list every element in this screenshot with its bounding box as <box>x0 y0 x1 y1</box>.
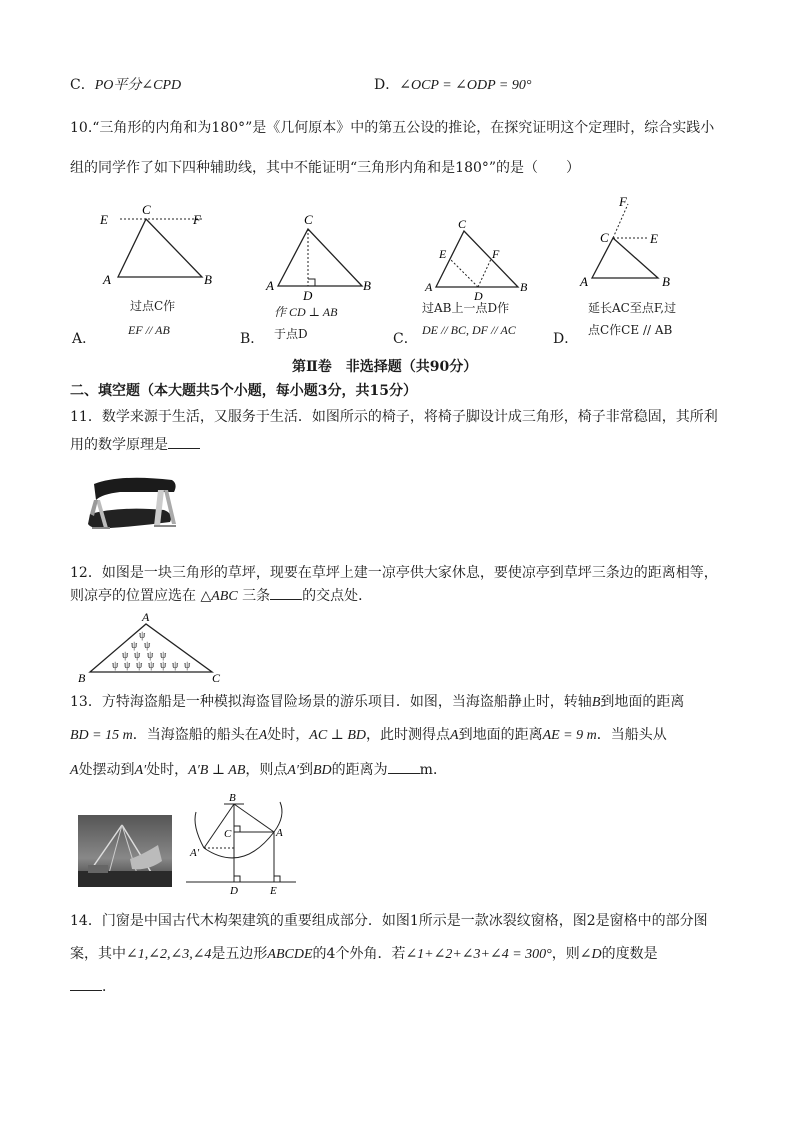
q10-option-a-label: A． <box>72 331 97 347</box>
svg-text:ψ: ψ <box>136 660 143 671</box>
label-f: F <box>492 247 500 261</box>
label-a: A <box>103 272 111 287</box>
label-c: C <box>212 671 221 685</box>
q11-line2: 用的数学原理是 <box>70 434 200 454</box>
label-d: D <box>303 288 313 303</box>
svg-text:ψ: ψ <box>144 640 151 651</box>
svg-text:ψ: ψ <box>172 660 179 671</box>
q9-option-c: C．PO平分∠CPD <box>70 77 182 93</box>
label-c: C <box>600 230 609 245</box>
q10-figure-d <box>576 192 696 292</box>
q13-line2: BD = 15 m．当海盗船的船头在A处时，AC ⊥ BD，此时测得点A到地面的距离AE = 9 m．当船头从 <box>70 727 667 743</box>
grass-pattern <box>112 630 191 671</box>
label-b: B <box>520 280 528 294</box>
q12-lawn-figure <box>76 610 226 686</box>
q14-line1: 14．门窗是中国古代木构架建筑的重要组成部分．如图1所示是一款冰裂纹窗格，图2是窗格中的部分图 <box>70 913 708 929</box>
label-a-prime: A′ <box>190 847 200 859</box>
q10-b-caption1: 作 CD ⊥ AB <box>274 305 338 319</box>
label-e: E <box>439 247 447 261</box>
label-a: A <box>580 274 588 289</box>
q13-answer-blank[interactable] <box>388 761 420 774</box>
svg-text:ψ: ψ <box>147 650 154 661</box>
svg-text:ψ: ψ <box>160 660 167 671</box>
pirate-ship-photo <box>78 815 172 887</box>
q10-d-caption1: 延长AC至点F,过 <box>588 301 677 315</box>
label-a: A <box>425 280 433 294</box>
q13-geometry-figure <box>182 790 300 896</box>
q10-a-caption1: 过点C作 <box>130 299 176 313</box>
label-d: D <box>230 885 238 896</box>
label-b: B <box>363 278 371 293</box>
label-c: C <box>304 212 313 227</box>
q10-figure-b <box>262 212 380 304</box>
label-c: C <box>458 217 467 231</box>
section-title: 第Ⅱ卷 非选择题（共90分） <box>292 359 478 375</box>
q10-d-caption2: 点C作CE // AB <box>588 323 673 337</box>
label-f: F <box>193 212 201 227</box>
q14-answer-blank[interactable] <box>70 978 102 991</box>
label-f: F <box>619 194 627 209</box>
q10-figure-c <box>420 216 532 302</box>
q10-line1: 10.“三角形的内角和为180°”是《几何原本》中的第五公设的推论，在探究证明这个定理时，综合实践小 <box>70 120 715 136</box>
svg-text:ψ: ψ <box>131 640 138 651</box>
label-d: D <box>474 289 483 302</box>
label-e: E <box>650 231 658 246</box>
svg-text:ψ: ψ <box>134 650 141 661</box>
q10-c-caption1: 过AB上一点D作 <box>422 301 510 315</box>
q10-a-caption2: EF // AB <box>128 323 170 337</box>
chair-photo <box>80 470 184 540</box>
svg-text:ψ: ψ <box>124 660 131 671</box>
q14-line3: ． <box>70 976 116 996</box>
svg-text:ψ: ψ <box>139 630 146 641</box>
q13-line1: 13．方特海盗船是一种模拟海盗冒险场景的游乐项目．如图，当海盗船静止时，转轴B到地面的距离 <box>70 694 685 710</box>
q12-line1: 12．如图是一块三角形的草坪，现要在草坪上建一凉亭供大家休息，要使凉亭到草坪三条边的距离相等， <box>70 565 718 581</box>
q10-option-c-label: C． <box>393 331 418 347</box>
label-b: B <box>204 272 212 287</box>
q10-figure-a <box>96 200 226 292</box>
part-title: 二、填空题（本大题共5个小题，每小题3分，共15分） <box>70 383 417 399</box>
svg-text:ψ: ψ <box>184 660 191 671</box>
q13-line3: A处摆动到A′处时，A′B ⊥ AB，则点A′到BD的距离为 m． <box>70 762 447 778</box>
label-b: B <box>78 671 86 685</box>
q10-option-d-label: D． <box>553 331 579 347</box>
svg-text:ψ: ψ <box>122 650 129 661</box>
q11-line1: 11．数学来源于生活，又服务于生活．如图所示的椅子，将椅子脚设计成三角形，椅子非常稳固，其所利 <box>70 409 718 425</box>
svg-text:ψ: ψ <box>148 660 155 671</box>
label-c: C <box>142 202 151 217</box>
q10-line2: 组的同学作了如下四种辅助线，其中不能证明“三角形内角和是180°”的是（ ） <box>70 160 581 176</box>
q10-b-caption2: 于点D <box>274 327 308 341</box>
label-a: A <box>276 827 283 839</box>
svg-text:ψ: ψ <box>160 650 167 661</box>
label-b: B <box>229 792 236 804</box>
label-c: C <box>224 828 232 840</box>
label-e: E <box>270 885 277 896</box>
label-a: A <box>142 610 150 624</box>
q12-answer-blank[interactable] <box>270 587 302 600</box>
q12-line2: 则凉亭的位置应选在 △ABC 三条 的交点处． <box>70 588 373 604</box>
q11-answer-blank[interactable] <box>168 436 200 449</box>
q9-option-d: D．∠OCP = ∠ODP = 90° <box>374 77 532 93</box>
q10-c-caption2: DE // BC, DF // AC <box>422 323 516 337</box>
label-b: B <box>662 274 670 289</box>
q14-line2: 案，其中∠1,∠2,∠3,∠4是五边形ABCDE的4个外角．若∠1+∠2+∠3+∠4 = 300°，则∠D的度数是 <box>70 946 658 962</box>
label-a: A <box>266 278 274 293</box>
q10-option-b-label: B． <box>240 331 265 347</box>
label-e: E <box>100 212 108 227</box>
svg-text:ψ: ψ <box>112 660 119 671</box>
